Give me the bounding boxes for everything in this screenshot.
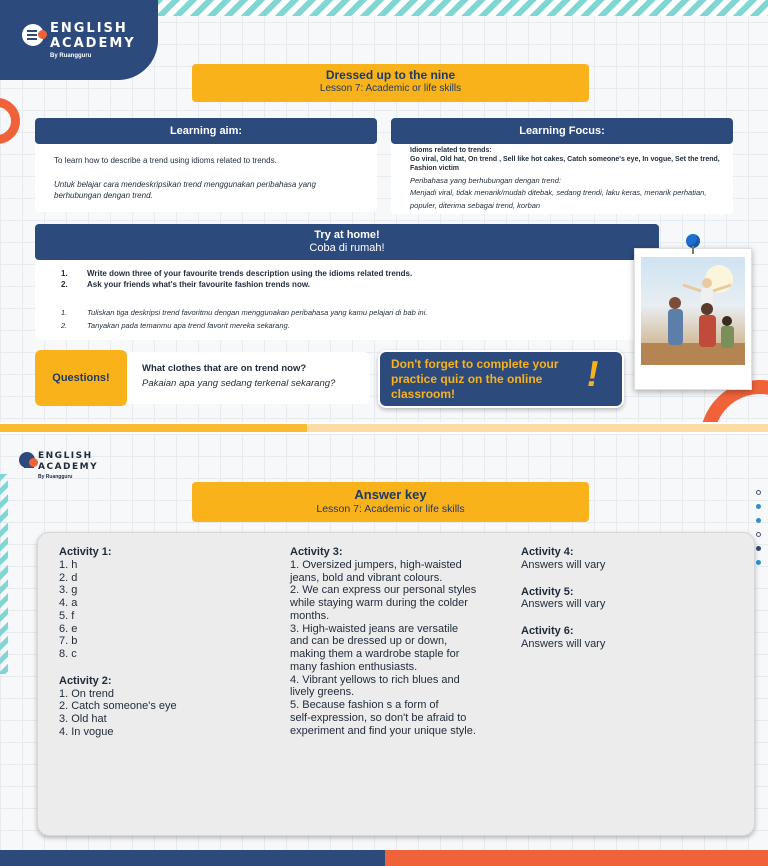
focus-peribahasa-title: Peribahasa yang berhubungan dengan trend: xyxy=(410,176,561,185)
page-title: Answer key xyxy=(354,487,427,502)
answer-item: Answers will vary xyxy=(521,598,606,611)
answer-line: 5. Because fashion s a form of xyxy=(290,699,439,711)
spacer xyxy=(521,611,721,625)
logo-line1: ENGLISH xyxy=(50,21,128,36)
dot xyxy=(756,560,761,565)
focus-idioms-list: Go viral, Old hat, On trend , Sell like hot cakes, Catch someone's eye, In vogue, Set the trend, Fashion victim xyxy=(410,156,720,173)
answer-item: Answers will vary xyxy=(521,637,606,650)
questions-label: Questions! xyxy=(35,350,127,406)
list-item: Tanyakan pada temanmu apa trend favorit mereka sekarang. xyxy=(87,321,290,330)
list-item: Ask your friends what's their favourite fashion trends now. xyxy=(87,280,310,289)
logo-line2: ACADEMY xyxy=(50,36,136,51)
answer-column-2 xyxy=(290,546,510,737)
question-id: Pakaian apa yang sedang terkenal sekarang? xyxy=(142,378,336,389)
answer-line: while staying warm during the colder xyxy=(290,597,468,609)
person-body xyxy=(699,315,716,347)
list-item-number: 2. xyxy=(61,321,68,330)
page-title: Dressed up to the nine xyxy=(325,68,456,82)
list-item-number: 1. xyxy=(61,269,68,278)
footer-bar xyxy=(0,850,768,866)
answer-line: and can be dressed up or down, xyxy=(290,635,448,648)
answer-line: 4. Vibrant yellows to rich blues and xyxy=(290,673,460,686)
person-body xyxy=(668,309,683,345)
learning-focus-heading: Learning Focus: xyxy=(391,118,733,144)
activity-4-title: Activity 4: xyxy=(521,546,574,558)
answer-item: 2. d xyxy=(59,571,78,584)
answer-key-title-box xyxy=(192,482,589,522)
answer-item: 1. On trend xyxy=(59,687,115,700)
answer-line: many fashion enthusiasts. xyxy=(290,660,418,673)
question-en: What clothes that are on trend now? xyxy=(142,363,307,374)
dot xyxy=(756,532,761,537)
answer-item: 6. e xyxy=(59,622,78,635)
worksheet-page-2 xyxy=(0,434,768,866)
quiz-reminder-text: Don't forget to complete your practice quiz on the online classroom! xyxy=(391,357,559,401)
focus-peribahasa-list: Menjadi viral, tidak menarik/mudah ditebak, sedang trendi, laku keras, menarik perhatian, populer, diterima sebagai trend, korban xyxy=(410,188,707,210)
lesson-title-box xyxy=(192,64,589,102)
decorative-ring xyxy=(0,98,20,144)
chat-bubble-icon xyxy=(19,452,35,468)
answer-line: 2. We can express our personal styles xyxy=(290,584,477,597)
list-item-number: 1. xyxy=(61,308,68,317)
answer-item: 4. In vogue xyxy=(59,725,114,738)
answer-item: 3. g xyxy=(59,584,78,597)
footer-bar-blue xyxy=(0,850,385,866)
person-head xyxy=(701,303,713,315)
family-photo xyxy=(641,257,745,365)
spacer xyxy=(521,572,721,586)
answer-item: 3. Old hat xyxy=(59,713,107,725)
worksheet-page-1 xyxy=(0,0,768,422)
answer-item: Answers will vary xyxy=(521,558,606,571)
focus-idioms-title: Idioms related to trends: xyxy=(410,147,492,154)
family-illustration xyxy=(641,257,745,365)
logo-sub: By Ruangguru xyxy=(50,53,92,59)
answer-line: self-expression, so don't be afraid to xyxy=(290,711,467,724)
logo-line2: ACADEMY xyxy=(38,462,99,472)
logo-line1: ENGLISH xyxy=(38,451,93,461)
child-head xyxy=(702,278,712,288)
pushpin-icon xyxy=(686,234,700,248)
decorative-stripe xyxy=(155,0,768,16)
activity-1-title: Activity 1: xyxy=(59,546,112,558)
learning-aim-id: Untuk belajar cara mendeskripsikan trend menggunakan peribahasa yang berhubungan dengan trend. xyxy=(54,180,316,200)
learning-aim-heading: Learning aim: xyxy=(35,118,377,144)
person-head xyxy=(722,316,732,326)
try-home-subtitle: Coba di rumah! xyxy=(309,242,385,255)
person-head xyxy=(669,297,681,309)
answer-column-1 xyxy=(59,546,259,739)
child-body xyxy=(701,288,713,304)
answer-item: 5. f xyxy=(59,609,75,622)
dot xyxy=(756,518,761,523)
list-item: Tuliskan tiga deskripsi trend favoritmu dengan menggunakan peribahasa yang kamu pelajari di bab ini. xyxy=(87,308,428,317)
answer-item: 4. a xyxy=(59,597,78,609)
activity-5-title: Activity 5: xyxy=(521,585,574,598)
activity-3-title: Activity 3: xyxy=(290,546,343,558)
dot xyxy=(756,490,761,495)
page-subtitle: Lesson 7: Academic or life skills xyxy=(319,83,462,94)
answer-line: experiment and find your unique style. xyxy=(290,724,476,737)
try-home-body xyxy=(35,260,659,340)
answer-item: 1. h xyxy=(59,558,78,571)
list-item: Write down three of your favourite trends description using the idioms related trends. xyxy=(87,269,413,278)
answer-line: 1. Oversized jumpers, high-waisted xyxy=(290,558,462,571)
activity-2-title: Activity 2: xyxy=(59,674,112,687)
spacer xyxy=(59,661,259,675)
answer-line: lively greens. xyxy=(290,686,355,699)
try-home-title: Try at home! xyxy=(314,229,380,241)
chat-bubble-icon xyxy=(22,24,44,46)
list-item-number: 2. xyxy=(61,280,68,289)
answer-line: jeans, bold and vibrant colours. xyxy=(290,571,443,584)
answer-line: making them a wardrobe staple for xyxy=(290,648,460,660)
polaroid-photo xyxy=(634,248,752,390)
dot xyxy=(756,504,761,509)
quiz-reminder-banner xyxy=(378,350,624,408)
dot xyxy=(756,546,761,551)
questions-body xyxy=(127,352,370,404)
learning-aim-en: To learn how to describe a trend using idioms related to trends. xyxy=(54,156,277,165)
person-body xyxy=(721,326,734,348)
logo-sub: By Ruangguru xyxy=(38,474,73,480)
child-arm xyxy=(683,285,701,291)
exclamation-icon: ! xyxy=(583,353,603,394)
answer-line: months. xyxy=(290,609,330,622)
activity-6-title: Activity 6: xyxy=(521,625,574,637)
footer-bar-orange xyxy=(385,850,768,866)
decorative-bar xyxy=(0,424,768,432)
learning-aim-body xyxy=(35,144,377,212)
answer-item: 2. Catch someone's eye xyxy=(59,700,177,713)
learning-focus-body xyxy=(391,144,733,214)
answer-item: 8. c xyxy=(59,648,77,660)
answer-line: 3. High-waisted jeans are versatile xyxy=(290,622,459,635)
page-subtitle: Lesson 7: Academic or life skills xyxy=(316,503,465,515)
answer-column-3 xyxy=(521,546,721,651)
try-home-heading xyxy=(35,224,659,260)
answer-item: 7. b xyxy=(59,635,78,648)
decorative-stripe xyxy=(0,474,8,674)
brand-logo xyxy=(0,0,158,80)
